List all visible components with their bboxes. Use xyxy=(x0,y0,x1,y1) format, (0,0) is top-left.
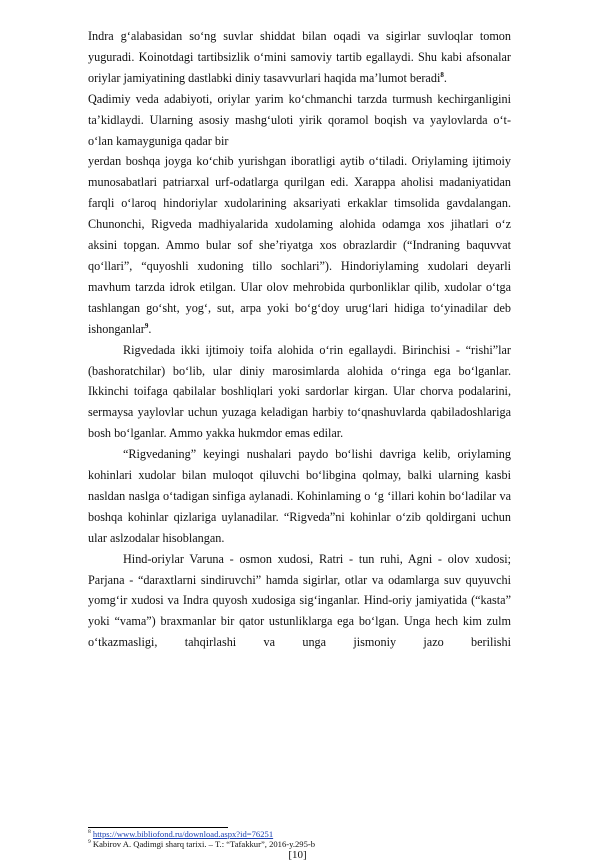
footnote-divider xyxy=(88,827,228,828)
paragraph-1: Indra g‘alabasidan so‘ng suvlar shiddat bilan oqadi va sigirlar suvloqlar tomon yuguradi. Koinotdagi tartibsizlik o‘mini samoviy tartib egallaydi. Shu kabi afsonalar oriylar jamiyatining dastlabki diniy tasavvurlari haqida ma’lumot beradi$^8$. xyxy=(88,29,511,85)
footnote-9: $^9$ Kabirov A. Qadimgi sharq tarixi. – T.: “Tafakkur”, 2016-y.295-b xyxy=(88,839,316,849)
footnote-text: Kabirov A. Qadimgi sharq tarixi. – T.: “Tafakkur”, 2016-y.295-b xyxy=(92,839,316,849)
footnote-ref-9[interactable]: 9 xyxy=(144,321,149,330)
footnote-link[interactable]: https://www.bibliofond.ru/download.aspx?id=76251 xyxy=(92,829,274,839)
page-number: [10] xyxy=(288,849,307,861)
footnote-ref-8[interactable]: 8 xyxy=(440,70,444,79)
paragraph-6: Hind-oriylar Varuna - osmon xudosi, Ratri - tun ruhi, Agni - olov xudosi; Parjana - “daraxtlarni sindiruvchi” hamda sigirlar, otlar va odamlarga suv quyuvchi yomg‘ir xudosi va Indra quyosh xudosiga sig‘inganlar. Hind-oriy jamiyatida (“kasta” yoki “vama”) braxmanlar bir qator ustunliklarga ega bo‘lgan. Unga hech kim zulm o‘tkazmasligi, tahqirlashi va unga jismoniy jazo berilishi xyxy=(88,551,511,650)
page-body xyxy=(88,26,511,653)
paragraph-3: yerdan boshqa joyga ko‘chib yurishgan iboratligi aytib o‘tiladi. Oriylaming ijtimoiy munosabatlari patriarxal urf-odatlarga qurilgan edi. Xarappa aholisi madaniyatidan farqli o‘laroq hindoriylar xudolarining aksariyati erkaklar timsolida gavdalangan. Chunonchi, Rigveda madhiyalarida xudolaming alohida odamga xos jihatlari o‘z aksini topgan. Ammo bular sof she’riyatga xos obrazlardir (“Indraning baquvvat qo‘llari”, “quyoshli xudoning tillo sochlari”). Hindoriylaming xudolari deyarli mavhum tarzda idrok etilgan. Ular olov mehrobida qurbonliklar qilib, xudolar o‘tga tashlangan go‘sht, yog‘, sut, arpa yoki bo‘g‘doy urug‘lari hidiga to‘yinadilar deb ishonganlar$^9$. xyxy=(88,154,511,336)
paragraph-4: Rigvedada ikki ijtimoiy toifa alohida o‘rin egallaydi. Birinchisi - “rishi”lar (bashoratchilar) bo‘lib, ular diniy marosimlarda alohida o‘ringa ega bo‘lganlar. Ikkinchi toifaga qabilalar boshliqlari yoki sardorlar kirgan. Ular chorva podalarini, sermaysa yaylovlar uchun yuzaga keladigan harbiy to‘qnashuvlarda qabiladoshlariga bosh bo‘lganlar. Ammo yakka hukmdor emas edilar. xyxy=(88,342,511,441)
footnote-8: $^8$ https://www.bibliofond.ru/download.aspx?id=76251 xyxy=(88,829,274,839)
paragraph-2: Qadimiy veda adabiyoti, oriylar yarim ko‘chmanchi tarzda turmush kechirganligini ta’kidlaydi. Ularning asosiy mashg‘uloti yirik qoramol boqish va yaylovlarda o‘t-o‘lan kamayguniga qadar bir xyxy=(88,91,511,148)
paragraph-5: “Rigvedaning” keyingi nushalari paydo bo‘lishi davriga kelib, oriylaming kohinlari xudolar bilan muloqot qiluvchi bo‘libgina qolmay, balki ularning kasbi nasldan naslga o‘tadigan sinfiga aylanadi. Kohinlaming o ‘g ‘illari kohin bo‘ladilar va boshqa kohinlar qizlariga uylanadilar. “Rigveda”ni kohinlar o‘zib qoldirgani uchun ular aslzodalar hisoblangan. xyxy=(88,447,511,545)
